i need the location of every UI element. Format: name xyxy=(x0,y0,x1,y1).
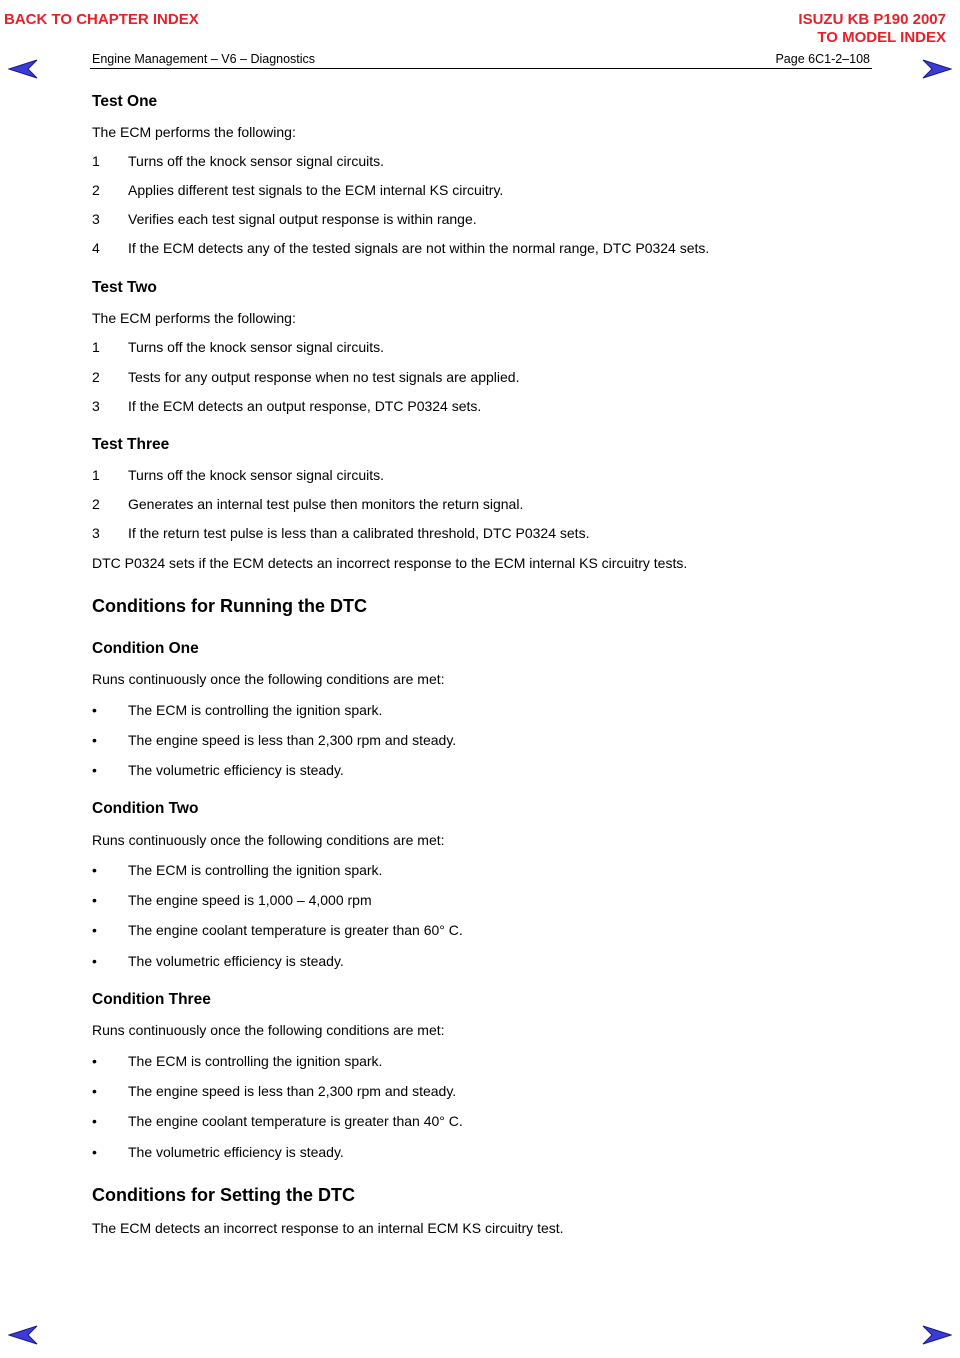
test-two-intro: The ECM performs the following: xyxy=(92,310,296,326)
list-item: 3 Verifies each test signal output response is within range. xyxy=(92,211,477,227)
list-item: • The engine coolant temperature is greater than 60° C. xyxy=(92,922,463,938)
test-one-heading: Test One xyxy=(92,93,158,110)
setting-conditions-heading: Conditions for Setting the DTC xyxy=(92,1185,355,1205)
model-index-link[interactable] xyxy=(798,11,946,47)
next-page-arrow-icon[interactable] xyxy=(922,58,952,80)
header-rule xyxy=(90,68,872,69)
back-to-chapter-index-link[interactable]: BACK TO CHAPTER INDEX xyxy=(4,11,199,28)
list-item: 1 Turns off the knock sensor signal circuits. xyxy=(92,153,384,169)
list-item: 3 If the ECM detects an output response, DTC P0324 sets. xyxy=(92,398,482,414)
list-item: 1 Turns off the knock sensor signal circuits. xyxy=(92,467,384,483)
list-item: • The engine coolant temperature is greater than 40° C. xyxy=(92,1113,463,1129)
list-item: • The volumetric efficiency is steady. xyxy=(92,953,344,969)
list-item: • The engine speed is 1,000 – 4,000 rpm xyxy=(92,892,372,908)
setting-conditions-text: The ECM detects an incorrect response to an internal ECM KS circuitry test. xyxy=(92,1220,564,1236)
condition-two-heading: Condition Two xyxy=(92,800,199,817)
list-item: • The engine speed is less than 2,300 rpm and steady. xyxy=(92,732,457,748)
list-item: • The volumetric efficiency is steady. xyxy=(92,1144,344,1160)
test-summary: DTC P0324 sets if the ECM detects an incorrect response to the ECM internal KS circuitry tests. xyxy=(92,555,688,571)
condition-three-intro: Runs continuously once the following conditions are met: xyxy=(92,1022,445,1038)
condition-one-intro: Runs continuously once the following conditions are met: xyxy=(92,671,445,687)
list-item: 1 Turns off the knock sensor signal circuits. xyxy=(92,339,384,355)
running-conditions-heading: Conditions for Running the DTC xyxy=(92,596,367,616)
test-three-heading: Test Three xyxy=(92,436,170,453)
condition-two-intro: Runs continuously once the following conditions are met: xyxy=(92,832,445,848)
list-item: • The ECM is controlling the ignition spark. xyxy=(92,702,383,718)
list-item: • The ECM is controlling the ignition spark. xyxy=(92,862,383,878)
list-item: • The engine speed is less than 2,300 rpm and steady. xyxy=(92,1083,457,1099)
test-one-intro: The ECM performs the following: xyxy=(92,124,296,140)
to-model-index-label: TO MODEL INDEX xyxy=(817,29,946,46)
test-two-heading: Test Two xyxy=(92,279,157,296)
list-item: 3 If the return test pulse is less than a calibrated threshold, DTC P0324 sets. xyxy=(92,525,590,541)
prev-page-bottom-arrow-icon[interactable] xyxy=(8,1324,38,1346)
page-number: Page 6C1-2–108 xyxy=(775,52,870,66)
condition-one-heading: Condition One xyxy=(92,640,199,657)
section-header: Engine Management – V6 – Diagnostics xyxy=(92,52,316,66)
next-page-bottom-arrow-icon[interactable] xyxy=(922,1324,952,1346)
model-title-label: ISUZU KB P190 2007 xyxy=(798,11,946,28)
list-item: 2 Applies different test signals to the ECM internal KS circuitry. xyxy=(92,182,504,198)
list-item: 2 Tests for any output response when no test signals are applied. xyxy=(92,369,520,385)
prev-page-arrow-icon[interactable] xyxy=(8,58,38,80)
list-item: • The volumetric efficiency is steady. xyxy=(92,762,344,778)
list-item: 2 Generates an internal test pulse then monitors the return signal. xyxy=(92,496,524,512)
condition-three-heading: Condition Three xyxy=(92,991,211,1008)
list-item: • The ECM is controlling the ignition spark. xyxy=(92,1053,383,1069)
list-item: 4 If the ECM detects any of the tested signals are not within the normal range, DTC P0324 sets. xyxy=(92,240,710,256)
